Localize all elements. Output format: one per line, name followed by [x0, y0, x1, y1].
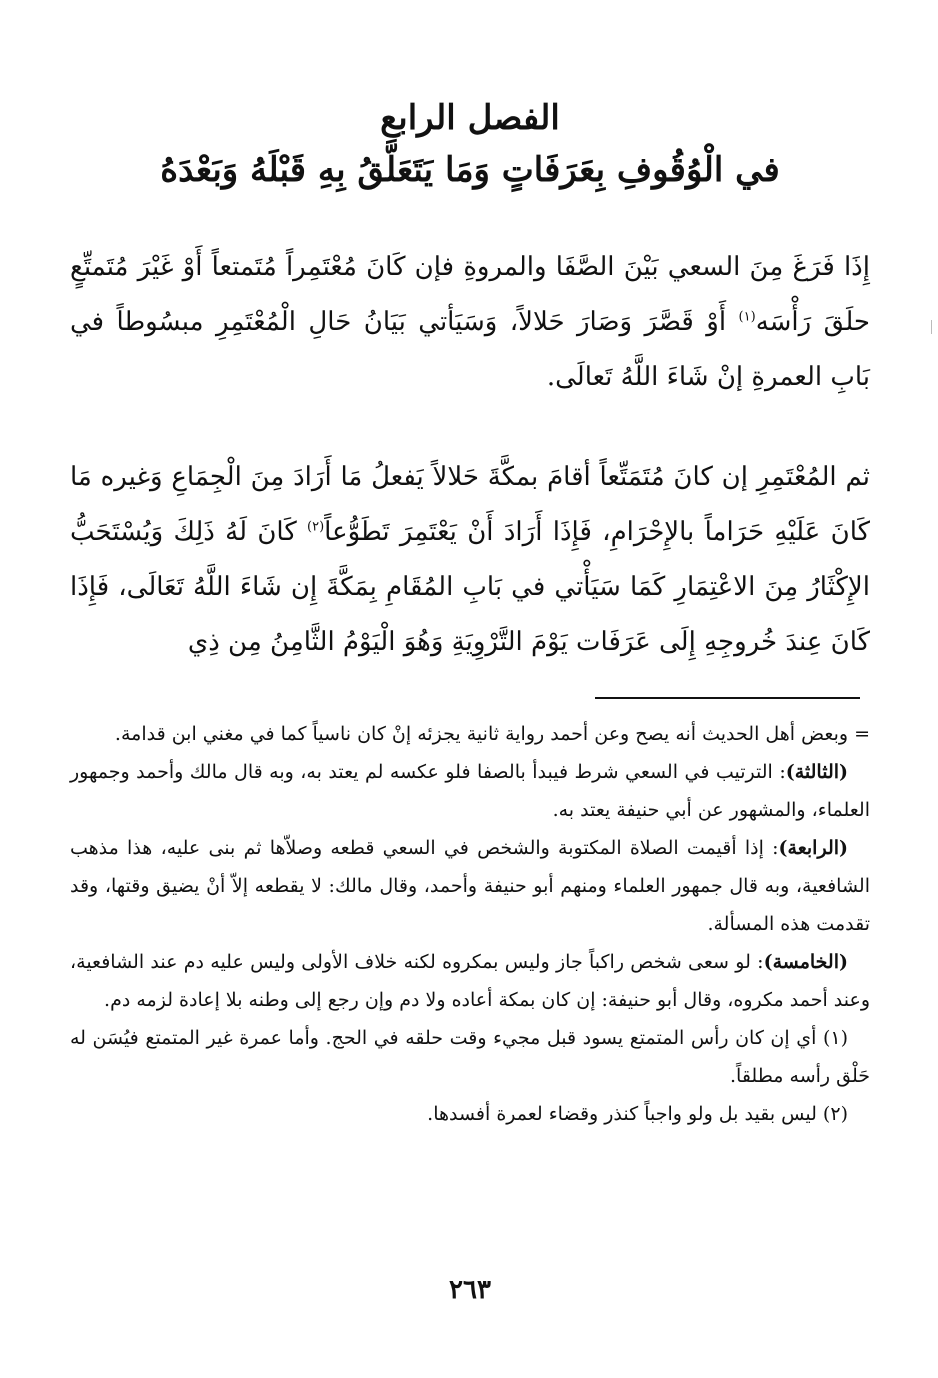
footnote-divider [595, 697, 860, 699]
footnote-fifth [70, 943, 870, 1019]
footnote-fourth [70, 829, 870, 943]
footnote-third-text: : الترتيب في السعي شرط فيبدأ بالصفا فلو عكسه لم يعتد به، وبه قال مالك وأحمد وجمهور العلماء، والمشهور عن أبي حنيفة يعتد به. [70, 761, 870, 821]
footnote-continuation: = وبعض أهل الحديث أنه يصح وعن أحمد رواية ثانية يجزئه إنْ كان ناسياً كما في مغني ابن قدامة. [114, 723, 870, 745]
footnote-fourth-text: : إذا أقيمت الصلاة المكتوبة والشخص في السعي قطعه وصلاّها ثم بنى عليه، هذا مذهب الشافعية، وبه قال جمهور العلماء ومنهم أبو حنيفة وأحمد، وقال مالك: لا يقطعه إلاّ أنْ يضيق وقتها، وقد تقدمت هذه المسألة. [70, 837, 870, 935]
footnote-third-lead: (الثالثة) [785, 761, 848, 783]
footnote-fifth-text: : لو سعى شخص راكباً جاز وليس بمكروه لكنه خلاف الأولى وليس عليه دم عند الشافعية، وعند أحمد مكروه، وقال أبو حنيفة: إن كان بمكة أعاده ولا دم وإن رجع إلى وطنه بلا إعادة لزمه دم. [70, 951, 870, 1011]
paragraph-2-text-a: ثم المُعْتَمِرِ إن كانَ مُتَمَتِّعاً أقامَ بمكَّةَ حَلالاً يَفعلُ مَا أَرَادَ مِنَ الْجِمَاعِ وَغيره مَا كَانَ عَلَيْهِ حَرَاماً بالإِحْرَامِ، فَإِذَا أَرَادَ أَنْ يَعْتَمِرَ تَطَوُّعاً [70, 462, 870, 547]
footnote-third [70, 753, 870, 829]
body-paragraph-1 [70, 240, 870, 405]
footnote-ref-1: (١) [738, 309, 756, 325]
chapter-subtitle: في الْوُقُوفِ بِعَرَفَاتٍ وَمَا يَتَعَلَّقُ بِهِ قَبْلَهُ وَبَعْدَهُ [160, 150, 780, 190]
footnote-1: (١) أي إن كان رأس المتمتع يسود قبل مجيء وقت حلقه في الحج. وأما عمرة غير المتمتع فيُسَن له حَلْق رأسه مطلقاً. [70, 1027, 870, 1087]
document-page [70, 95, 870, 1335]
chapter-title: الفصل الرابع [380, 98, 560, 138]
footnote-2: (٢) ليس بقيد بل ولو واجباً كنذر وقضاء لعمرة أفسدها. [427, 1103, 848, 1125]
footnotes-section [70, 715, 870, 1133]
footnote-fourth-lead: (الرابعة) [778, 837, 848, 859]
paragraph-1-text-a: إِذَا فَرَغَ مِنَ السعي بَيْنَ الصَّفَا والمروةِ فإن كَانَ مُعْتَمِراً مُتَمتعاً أَوْ غَيْرَ مُتَمتِّعٍ حلَقَ رَأْسَه [70, 252, 871, 337]
paragraph-1-text-b: أَوْ قَصَّرَ وَصَارَ حَلالاً، وَسَيَأتي بَيَانُ حَالِ الْمُعْتَمِرِ مبسُوطاً في بَابِ العمرةِ إنْ شَاءَ اللَّهُ تَعالَى. [70, 307, 870, 392]
body-paragraph-2 [70, 450, 870, 670]
paragraph-2-text-b: كَانَ لَهُ ذَلِكَ وَيُسْتَحَبُّ الإِكْثَارُ مِنَ الاعْتِمَارِ كَمَا سَيَأْتي في بَابِ المُقَامِ بِمَكَّةَ إِن شَاءَ اللَّهُ تَعَالَى، فَإِذَا كَانَ عِندَ خُروجِهِ إِلَى عَرَفَات يَوْمَ التَّرْوِيَةِ وَهُوَ الْيَوْمُ الثَّامِنُ مِن ذِي [70, 517, 870, 657]
margin-mark [929, 320, 932, 334]
page-number: ٢٦٣ [449, 1275, 491, 1305]
footnote-ref-2: (٢) [307, 519, 325, 535]
footnote-fifth-lead: (الخامسة) [763, 951, 848, 973]
